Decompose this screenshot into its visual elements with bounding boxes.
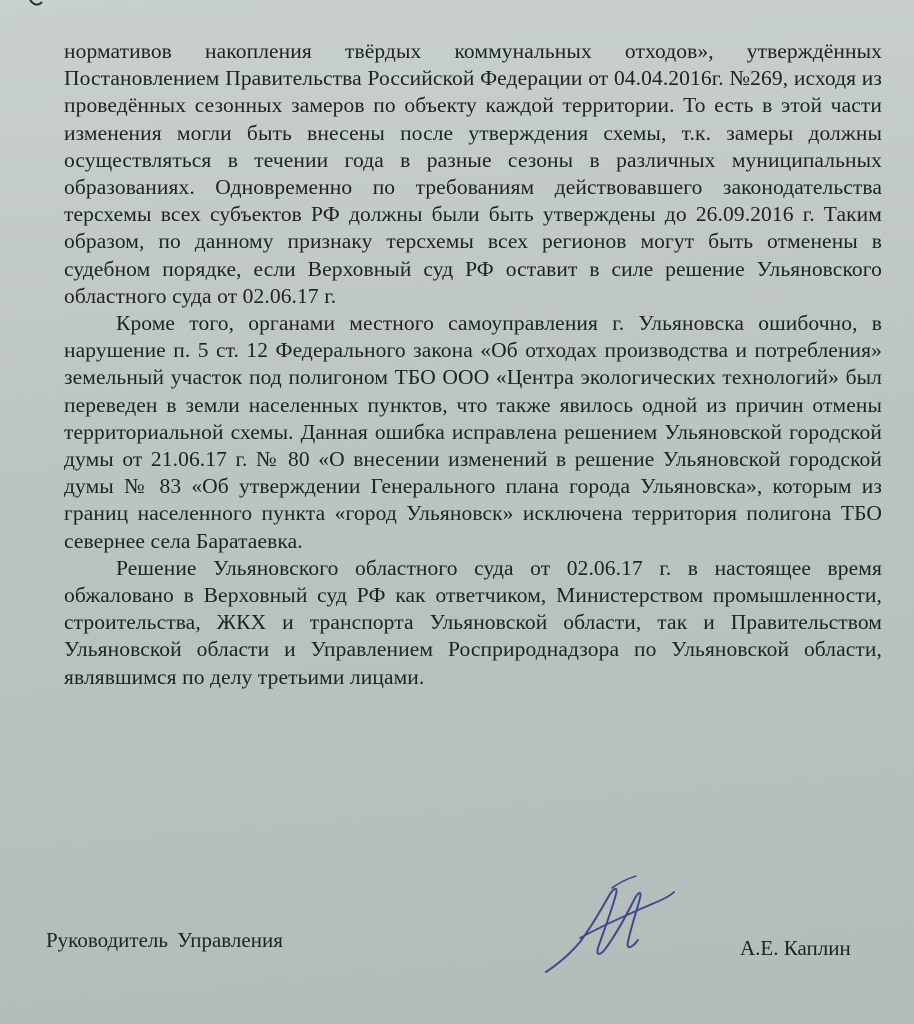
signatory-name: А.Е. Каплин [740, 936, 851, 960]
page-corner-mark [28, 0, 44, 10]
paragraph-2: Кроме того, органами местного самоуправления г. Ульяновска ошибочно, в нарушение п. 5 ст. 12 Федерального закона «Об отходах производства и потребления» земельный участок под полигоном ТБО ООО «Центра экологических технологий» был переведен в земли населенных пунктов, что также явилось одной из причин отмены территориальной схемы. Данная ошибка исправлена решением Ульяновской городской думы от 21.06.17 г. № 80 «О внесении изменений в решение Ульяновской городской думы № 83 «Об утверждении Генерального плана города Ульяновска», которым из границ населенного пункта «город Ульяновск» исключена территория полигона ТБО севернее села Баратаевка. [64, 311, 882, 553]
paragraph-1: нормативов накопления твёрдых коммунальных отходов», утверждённых Постановлением Правительства Российской Федерации от 04.04.2016г. №269, исходя из проведённых сезонных замеров по объекту каждой территории. То есть в этой части изменения могли быть внесены после утверждения схемы, т.к. замеры должны осуществляться в течении года в разные сезоны в различных муниципальных образованиях. Одновременно по требованиям действовавшего законодательства терсхемы всех субъектов РФ должны были быть утверждены до 26.09.2016 г. Таким образом, по данному признаку терсхемы всех регионов могут быть отменены в судебном порядке, если Верховный суд РФ оставит в силе решение Ульяновского областного суда от 02.06.17 г. [64, 39, 882, 308]
signatory-position: Руководитель Управления [46, 928, 283, 952]
handwritten-signature [540, 868, 680, 978]
document-body [64, 38, 882, 691]
paragraph-3: Решение Ульяновского областного суда от 02.06.17 г. в настоящее время обжаловано в Верховный суд РФ как ответчиком, Министерством промышленности, строительства, ЖКХ и транспорта Ульяновской области, так и Правительством Ульяновской области и Управлением Росприроднадзора по Ульяновской области, являвшимся по делу третьими лицами. [64, 555, 882, 689]
